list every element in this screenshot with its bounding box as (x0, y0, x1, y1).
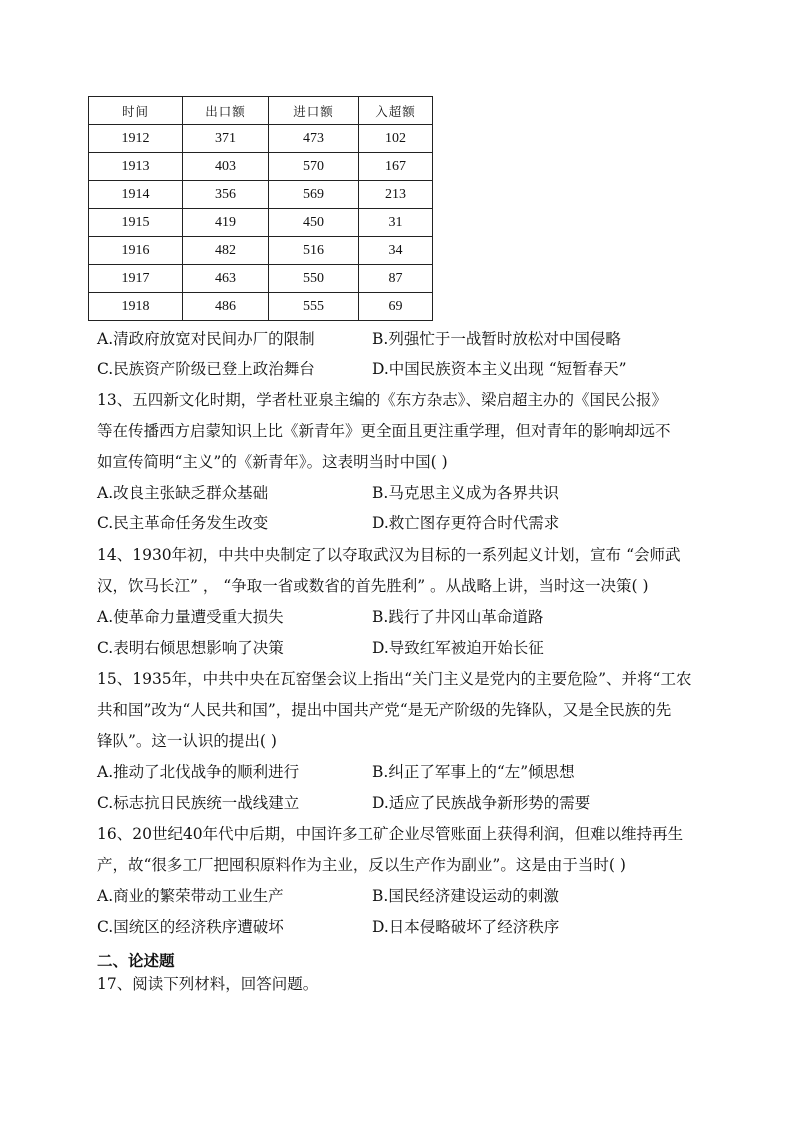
cell-deficit: 34 (359, 237, 433, 265)
q13-stem-line-2: 等在传播西方启蒙知识上比《新青年》更全面且更注重学理，但对青年的影响却远不 (97, 422, 671, 440)
cell-deficit: 167 (359, 153, 433, 181)
table-row (89, 153, 433, 181)
header-deficit: 入超额 (359, 97, 433, 125)
cell-import: 555 (269, 293, 359, 321)
cell-deficit: 31 (359, 209, 433, 237)
cell-deficit: 87 (359, 265, 433, 293)
q14-option-b: B.践行了井冈山革命道路 (372, 608, 544, 626)
q13-option-a: A.改良主张缺乏群众基础 (97, 484, 269, 502)
cell-year: 1914 (89, 181, 183, 209)
q15-option-b: B.纠正了军事上的“左”倾思想 (372, 763, 575, 781)
q15-stem-line-3: 锋队”。这一认识的提出( ) (97, 732, 277, 750)
q14-option-d: D.导致红军被迫开始长征 (372, 639, 544, 657)
cell-import: 450 (269, 209, 359, 237)
q16-option-a: A.商业的繁荣带动工业生产 (97, 887, 284, 905)
cell-export: 419 (183, 209, 269, 237)
q15-option-c: C.标志抗日民族统一战线建立 (97, 794, 300, 812)
cell-deficit: 69 (359, 293, 433, 321)
cell-import: 516 (269, 237, 359, 265)
cell-year: 1916 (89, 237, 183, 265)
cell-import: 473 (269, 125, 359, 153)
cell-year: 1918 (89, 293, 183, 321)
q17-stem: 17、阅读下列材料，回答问题。 (97, 975, 319, 993)
header-import: 进口额 (269, 97, 359, 125)
cell-export: 356 (183, 181, 269, 209)
trade-data-table (88, 96, 433, 321)
q13-stem-line-3: 如宣传简明“主义”的《新青年》。这表明当时中国( ) (97, 453, 448, 471)
q15-option-a: A.推动了北伐战争的顺利进行 (97, 763, 300, 781)
table-row (89, 237, 433, 265)
table-row (89, 265, 433, 293)
cell-year: 1913 (89, 153, 183, 181)
q12-option-c: C.民族资产阶级已登上政治舞台 (97, 360, 315, 378)
q16-option-c: C.国统区的经济秩序遭破坏 (97, 918, 284, 936)
q15-stem-line-1: 15、1935年，中共中央在瓦窑堡会议上指出“关门主义是党内的主要危险”、并将“工农 (97, 670, 692, 688)
q12-option-d: D.中国民族资本主义出现 “短暂春天” (372, 360, 627, 378)
cell-year: 1912 (89, 125, 183, 153)
q13-stem-line-1: 13、五四新文化时期，学者杜亚泉主编的《东方杂志》、梁启超主办的《国民公报》 (97, 391, 667, 409)
cell-import: 550 (269, 265, 359, 293)
q12-option-b: B.列强忙于一战暂时放松对中国侵略 (372, 330, 621, 348)
header-year: 时间 (89, 97, 183, 125)
q13-option-d: D.救亡图存更符合时代需求 (372, 514, 560, 532)
q13-option-c: C.民主革命任务发生改变 (97, 514, 269, 532)
table-row (89, 181, 433, 209)
cell-export: 486 (183, 293, 269, 321)
cell-export: 371 (183, 125, 269, 153)
header-export: 出口额 (183, 97, 269, 125)
cell-deficit: 102 (359, 125, 433, 153)
q15-option-d: D.适应了民族战争新形势的需要 (372, 794, 591, 812)
cell-import: 570 (269, 153, 359, 181)
q15-stem-line-2: 共和国”改为“人民共和国”，提出中国共产党“是无产阶级的先锋队，又是全民族的先 (97, 701, 672, 719)
q14-stem-line-2: 汉，饮马长江” ， “争取一省或数省的首先胜利” 。从战略上讲，当时这一决策( ) (97, 577, 649, 595)
cell-export: 482 (183, 237, 269, 265)
cell-import: 569 (269, 181, 359, 209)
q14-option-c: C.表明右倾思想影响了决策 (97, 639, 284, 657)
section-heading: 二、论述题 (97, 952, 175, 970)
cell-year: 1917 (89, 265, 183, 293)
cell-export: 463 (183, 265, 269, 293)
cell-year: 1915 (89, 209, 183, 237)
q16-option-b: B.国民经济建设运动的刺激 (372, 887, 559, 905)
cell-export: 403 (183, 153, 269, 181)
table-header-row (89, 97, 433, 125)
table-row (89, 293, 433, 321)
q13-option-b: B.马克思主义成为各界共识 (372, 484, 559, 502)
q14-option-a: A.使革命力量遭受重大损失 (97, 608, 284, 626)
q12-option-a: A.清政府放宽对民间办厂的限制 (97, 330, 315, 348)
q16-stem-line-2: 产，故“很多工厂把囤积原料作为主业，反以生产作为副业”。这是由于当时( ) (97, 856, 626, 874)
q16-stem-line-1: 16、20世纪40年代中后期，中国许多工矿企业尽管账面上获得利润，但难以维持再生 (97, 825, 684, 843)
table-row (89, 125, 433, 153)
table-row (89, 209, 433, 237)
q14-stem-line-1: 14、1930年初，中共中央制定了以夺取武汉为目标的一系列起义计划，宣布 “会师武 (97, 546, 681, 564)
q16-option-d: D.日本侵略破坏了经济秩序 (372, 918, 560, 936)
cell-deficit: 213 (359, 181, 433, 209)
